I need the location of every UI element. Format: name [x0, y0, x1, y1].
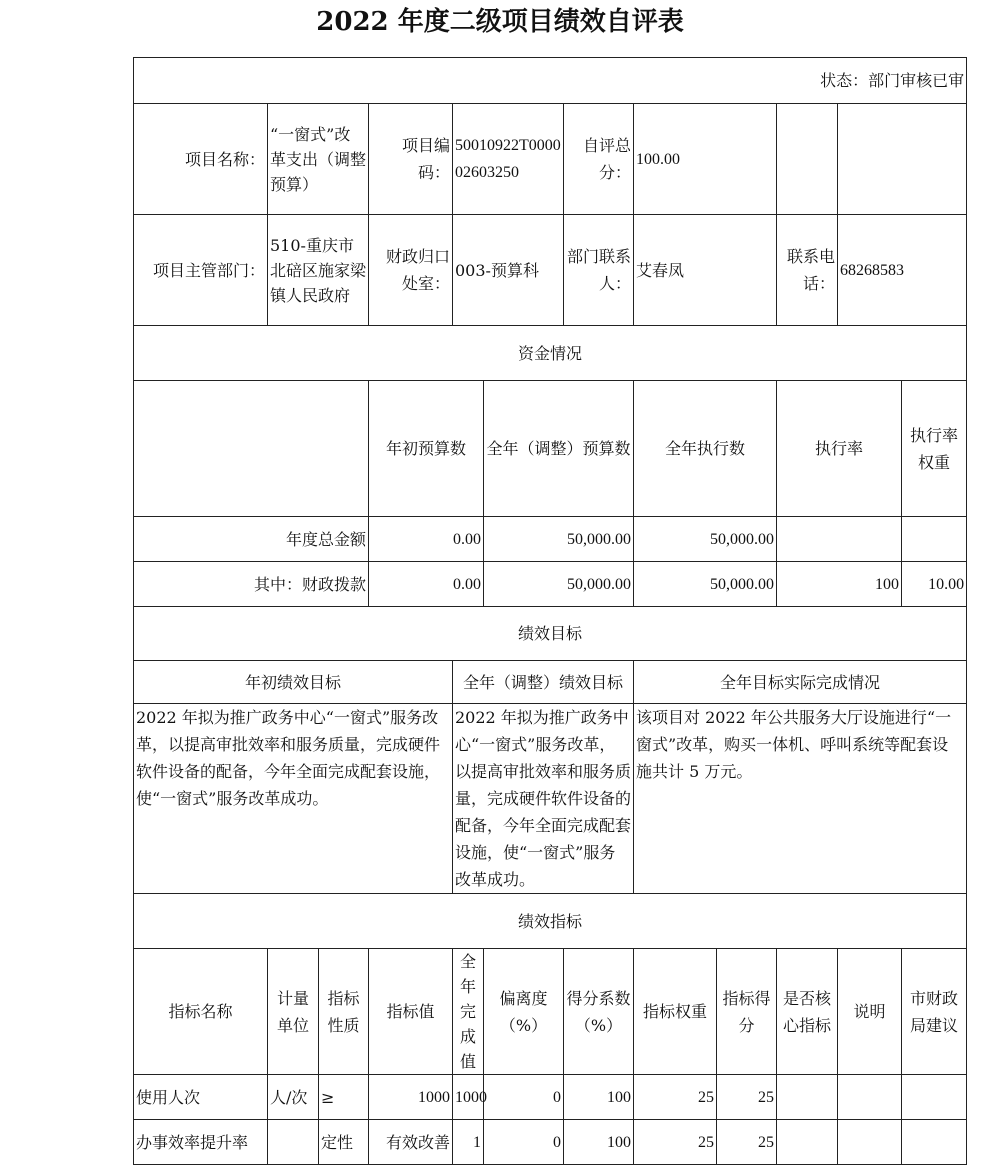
- project-code-label: 项目编码：: [369, 104, 453, 215]
- ind-unit: [268, 1120, 319, 1165]
- funds-header-executed: 全年执行数: [634, 381, 777, 517]
- ind-value: 1000: [369, 1075, 453, 1120]
- ind-deviation: 0: [484, 1075, 564, 1120]
- goals-header-actual: 全年目标实际完成情况: [634, 661, 967, 704]
- funds-rate-value: [777, 517, 902, 562]
- ind-unit: 人/次: [268, 1075, 319, 1120]
- status-text: 状态：部门审核已审: [134, 58, 967, 104]
- score-label: 自评总分：: [564, 104, 634, 215]
- funds-rate-value: 100: [777, 562, 902, 607]
- goals-header-initial: 年初绩效目标: [134, 661, 453, 704]
- ind-weight: 25: [634, 1075, 717, 1120]
- ind-advice: [902, 1075, 967, 1120]
- ind-header-done: 全年完成值: [453, 949, 484, 1075]
- page-title: 2022 年度二级项目绩效自评表: [316, 7, 684, 37]
- goals-section-title: 绩效目标: [134, 607, 967, 661]
- project-name-label: 项目名称：: [134, 104, 268, 215]
- ind-header-score: 指标得分: [717, 949, 777, 1075]
- office-label: 财政归口处室：: [369, 215, 453, 326]
- ind-header-nature: 指标性质: [319, 949, 369, 1075]
- score-value: 100.00: [634, 104, 777, 215]
- funds-adjusted-value: 50,000.00: [484, 517, 634, 562]
- ind-coefficient: 100: [564, 1120, 634, 1165]
- ind-weight: 25: [634, 1120, 717, 1165]
- funds-initial-value: 0.00: [369, 517, 484, 562]
- ind-score: 25: [717, 1120, 777, 1165]
- goals-adjusted-text: 2022 年拟为推广政务中心“一窗式”服务改革，以提高审批效率和服务质量，完成硬件软件设备的配备，今年全面完成配套设施，使“一窗式”服务改革成功。: [453, 704, 634, 894]
- phone-value: 68268583: [838, 215, 967, 326]
- funds-weight-value: [902, 517, 967, 562]
- funds-executed-value: 50,000.00: [634, 517, 777, 562]
- ind-name: 办事效率提升率: [134, 1120, 268, 1165]
- ind-header-advice: 市财政局建议: [902, 949, 967, 1075]
- funds-header-adjusted: 全年（调整）预算数: [484, 381, 634, 517]
- ind-done: 1000: [453, 1075, 484, 1120]
- dept-label: 项目主管部门：: [134, 215, 268, 326]
- indicators-section-title: 绩效指标: [134, 894, 967, 949]
- ind-advice: [902, 1120, 967, 1165]
- ind-note: [838, 1120, 902, 1165]
- ind-header-deviation: 偏离度（%）: [484, 949, 564, 1075]
- dept-value: 510-重庆市北碚区施家梁镇人民政府: [268, 215, 369, 326]
- contact-value: 艾春凤: [634, 215, 777, 326]
- funds-row-label: 其中：财政拨款: [134, 562, 369, 607]
- project-code-value: 50010922T000002603250: [453, 104, 564, 215]
- funds-header-initial: 年初预算数: [369, 381, 484, 517]
- ind-header-name: 指标名称: [134, 949, 268, 1075]
- empty-cell: [777, 104, 838, 215]
- ind-header-weight: 指标权重: [634, 949, 717, 1075]
- empty-cell: [134, 381, 369, 517]
- phone-label: 联系电话：: [777, 215, 838, 326]
- ind-header-unit: 计量单位: [268, 949, 319, 1075]
- funds-header-rate: 执行率: [777, 381, 902, 517]
- ind-header-coefficient: 得分系数（%）: [564, 949, 634, 1075]
- empty-cell: [838, 104, 967, 215]
- ind-core: [777, 1075, 838, 1120]
- funds-initial-value: 0.00: [369, 562, 484, 607]
- ind-nature: 定性: [319, 1120, 369, 1165]
- ind-note: [838, 1075, 902, 1120]
- funds-executed-value: 50,000.00: [634, 562, 777, 607]
- ind-header-note: 说明: [838, 949, 902, 1075]
- evaluation-table: [133, 57, 967, 1165]
- ind-header-core: 是否核心指标: [777, 949, 838, 1075]
- ind-nature: ≥: [319, 1075, 369, 1120]
- table-row: [134, 1075, 967, 1120]
- table-row: [134, 1120, 967, 1165]
- ind-header-value: 指标值: [369, 949, 453, 1075]
- project-name-value: “一窗式”改革支出（调整预算）: [268, 104, 369, 215]
- ind-deviation: 0: [484, 1120, 564, 1165]
- contact-label: 部门联系人：: [564, 215, 634, 326]
- goals-header-adjusted: 全年（调整）绩效目标: [453, 661, 634, 704]
- ind-done: 1: [453, 1120, 484, 1165]
- ind-value: 有效改善: [369, 1120, 453, 1165]
- funds-row-label: 年度总金额: [134, 517, 369, 562]
- funds-header-weight: 执行率权重: [902, 381, 967, 517]
- table-row: [134, 517, 967, 562]
- funds-adjusted-value: 50,000.00: [484, 562, 634, 607]
- table-row: [134, 562, 967, 607]
- ind-coefficient: 100: [564, 1075, 634, 1120]
- office-value: 003-预算科: [453, 215, 564, 326]
- funds-section-title: 资金情况: [134, 326, 967, 381]
- ind-core: [777, 1120, 838, 1165]
- goals-initial-text: 2022 年拟为推广政务中心“一窗式”服务改革，以提高审批效率和服务质量，完成硬件软件设备的配备，今年全面完成配套设施，使“一窗式”服务改革成功。: [134, 704, 453, 894]
- goals-actual-text: 该项目对 2022 年公共服务大厅设施进行“一窗式”改革，购买一体机、呼叫系统等配套设施共计 5 万元。: [634, 704, 967, 894]
- ind-name: 使用人次: [134, 1075, 268, 1120]
- funds-weight-value: 10.00: [902, 562, 967, 607]
- ind-score: 25: [717, 1075, 777, 1120]
